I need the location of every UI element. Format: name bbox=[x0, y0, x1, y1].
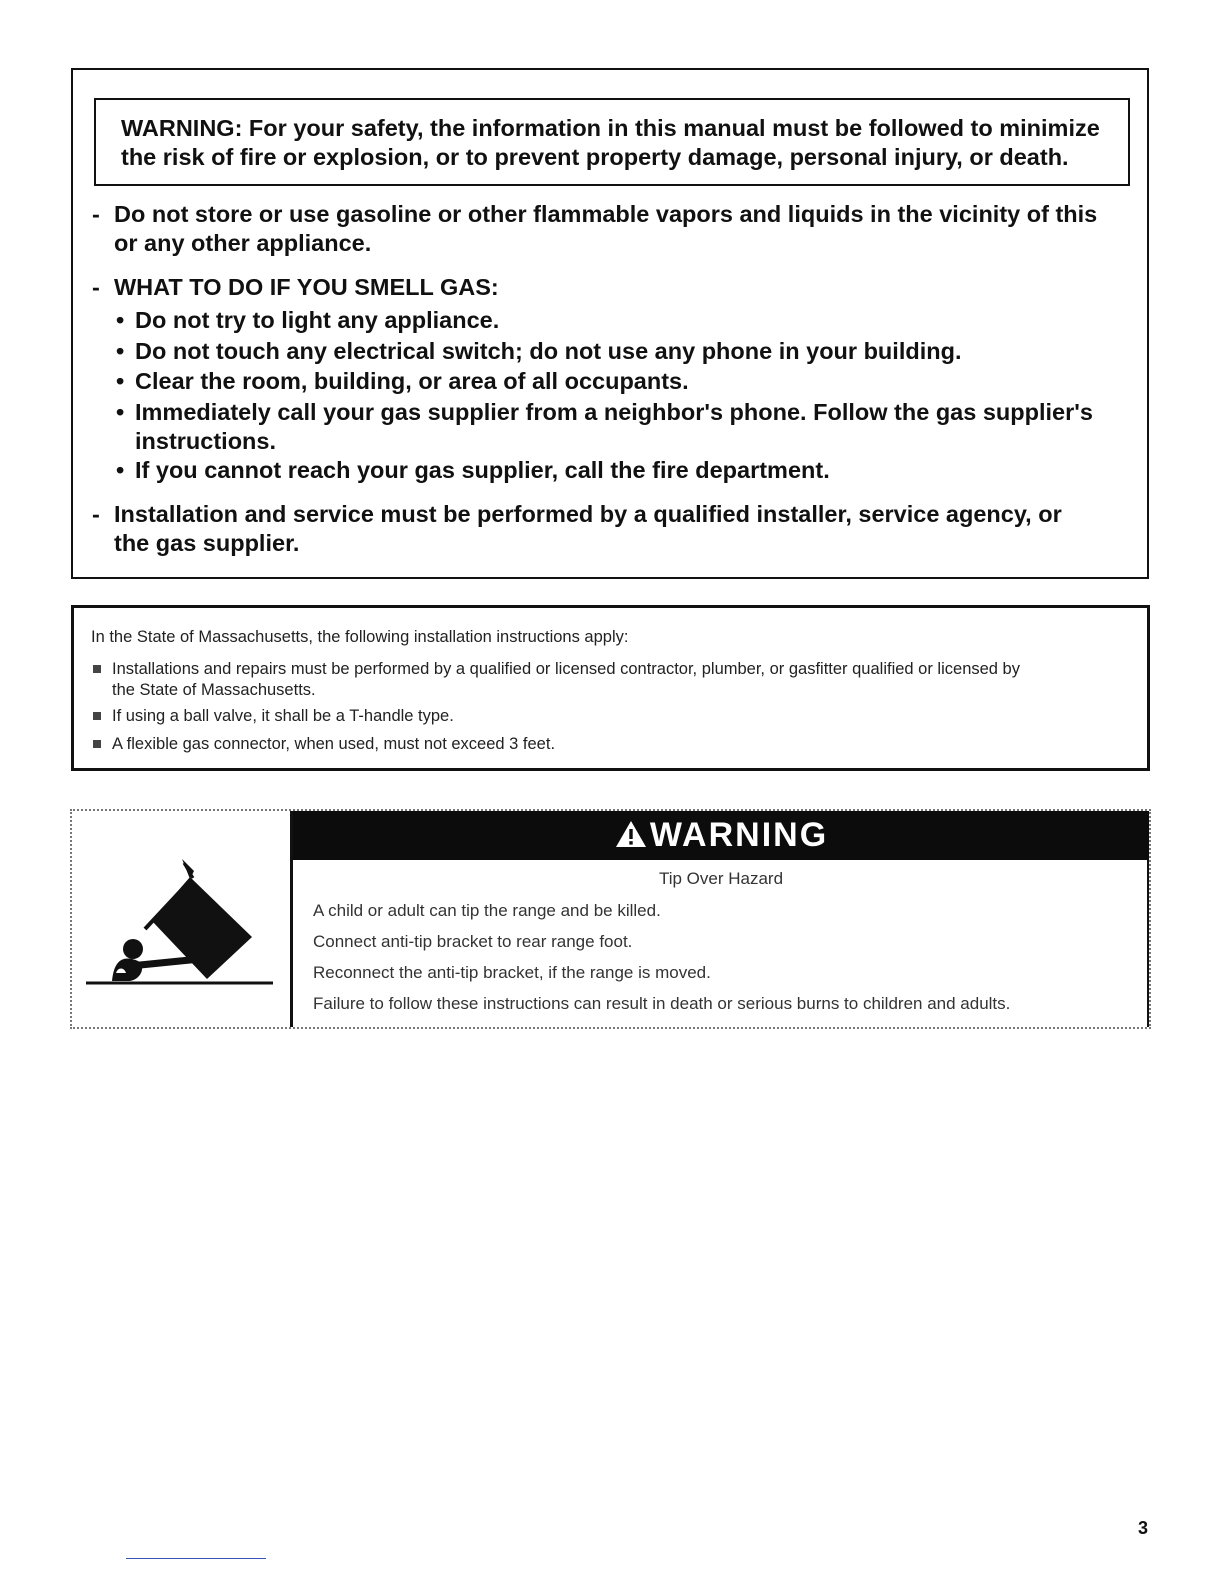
step-text: Clear the room, building, or area of all occupants. bbox=[135, 368, 689, 394]
no-store-line-2: or any other appliance. bbox=[114, 230, 372, 256]
dash-marker: - bbox=[92, 501, 100, 527]
tip-over-line: Failure to follow these instructions can result in death or serious burns to children and adults. bbox=[313, 994, 1011, 1013]
smell-gas-heading-text: WHAT TO DO IF YOU SMELL GAS: bbox=[114, 274, 499, 300]
bullet-marker: • bbox=[116, 307, 125, 333]
square-bullet-icon bbox=[93, 740, 101, 748]
smell-gas-heading bbox=[92, 273, 1132, 302]
call-supplier-line-1: Immediately call your gas supplier from a neighbor's phone. Follow the gas supplier's bbox=[135, 399, 1093, 425]
step-text: Do not touch any electrical switch; do not use any phone in your building. bbox=[135, 338, 962, 364]
call-supplier-line-2: instructions. bbox=[135, 428, 277, 454]
square-bullet-icon bbox=[93, 712, 101, 720]
bullet-marker: • bbox=[116, 338, 125, 364]
page-number: 3 bbox=[1138, 1518, 1149, 1538]
massachusetts-item bbox=[91, 734, 1131, 755]
warning-statement bbox=[94, 98, 1130, 186]
footer-rule bbox=[126, 1558, 266, 1559]
step-item bbox=[114, 337, 1124, 366]
dash-marker: - bbox=[92, 201, 100, 227]
fire-department-item bbox=[114, 456, 1124, 485]
step-item bbox=[114, 306, 1124, 335]
warning-triangle-icon bbox=[614, 814, 648, 863]
call-supplier-item bbox=[114, 398, 1124, 456]
tip-over-line: A child or adult can tip the range and be killed. bbox=[313, 901, 661, 920]
massachusetts-intro: In the State of Massachusetts, the following installation instructions apply: bbox=[91, 628, 629, 646]
massachusetts-item-1-line-1: Installations and repairs must be performed by a qualified or licensed contractor, plumber, or gasfitter qualified or licensed by bbox=[112, 660, 1020, 678]
installation-line-1: Installation and service must be performed by a qualified installer, service agency, or bbox=[114, 501, 1062, 527]
tip-over-line: Connect anti-tip bracket to rear range foot. bbox=[313, 932, 633, 951]
massachusetts-item-2: If using a ball valve, it shall be a T-handle type. bbox=[112, 707, 454, 725]
tip-over-line: Reconnect the anti-tip bracket, if the range is moved. bbox=[313, 963, 711, 982]
dash-marker: - bbox=[92, 274, 100, 300]
fire-department-text: If you cannot reach your gas supplier, call the fire department. bbox=[135, 457, 830, 483]
massachusetts-item-1-line-2: the State of Massachusetts. bbox=[112, 681, 316, 699]
bullet-marker: • bbox=[116, 399, 125, 425]
warning-line-1: WARNING: For your safety, the information in this manual must be followed to minimize bbox=[121, 115, 1100, 141]
tipping-range-icon bbox=[72, 811, 290, 1027]
warning-header bbox=[293, 811, 1149, 860]
warning-header-text: WARNING bbox=[649, 816, 829, 854]
tip-over-warning-box bbox=[70, 809, 1151, 1029]
gas-safety-box bbox=[71, 68, 1149, 579]
massachusetts-item-3: A flexible gas connector, when used, must not exceed 3 feet. bbox=[112, 735, 556, 753]
installation-line-2: the gas supplier. bbox=[114, 530, 300, 556]
massachusetts-item bbox=[91, 706, 1131, 727]
square-bullet-icon bbox=[93, 665, 101, 673]
tip-over-title: Tip Over Hazard bbox=[658, 869, 784, 888]
bullet-marker: • bbox=[116, 457, 125, 483]
bullet-marker: • bbox=[116, 368, 125, 394]
warning-line-2: the risk of fire or explosion, or to prevent property damage, personal injury, or death. bbox=[121, 144, 1069, 170]
tip-over-panel bbox=[290, 811, 1149, 1027]
massachusetts-box bbox=[71, 605, 1150, 771]
step-item bbox=[114, 367, 1124, 396]
no-store-line-1: Do not store or use gasoline or other flammable vapors and liquids in the vicinity of this bbox=[114, 201, 1098, 227]
installation-item bbox=[92, 500, 1132, 558]
massachusetts-item bbox=[91, 659, 1131, 701]
no-store-item bbox=[92, 200, 1132, 258]
step-text: Do not try to light any appliance. bbox=[135, 307, 500, 333]
